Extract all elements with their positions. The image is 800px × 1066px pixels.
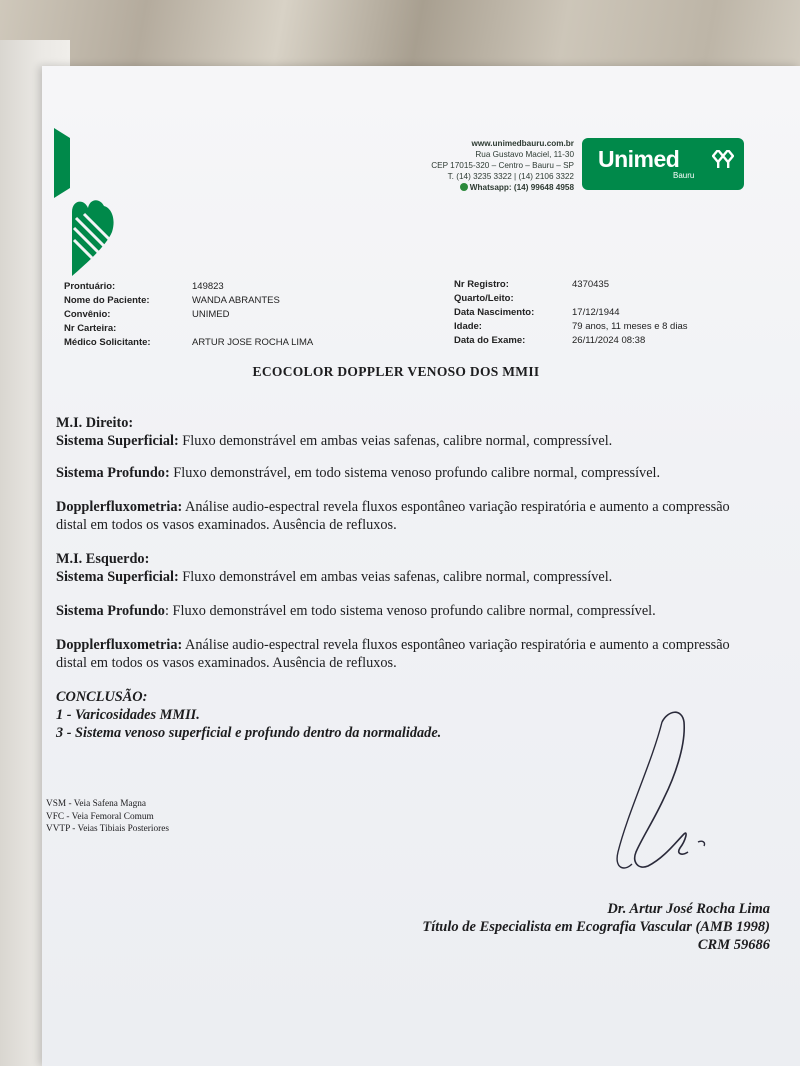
spacer	[56, 672, 736, 688]
info-value: UNIMED	[192, 309, 230, 320]
report-title: ECOCOLOR DOPPLER VENOSO DOS MMII	[252, 364, 540, 379]
section-text: Fluxo demonstrável em ambas veias safenas, calibre normal, compressível.	[178, 569, 613, 585]
abbreviations	[46, 798, 169, 836]
info-value: ARTUR JOSE ROCHA LIMA	[192, 337, 314, 348]
report-body	[56, 414, 736, 742]
whatsapp-icon	[460, 183, 468, 191]
section-label: Sistema Superficial:	[56, 569, 179, 585]
info-label: Idade:	[454, 321, 482, 332]
section-text: Fluxo demonstrável, em todo sistema venoso profundo calibre normal, compressível.	[169, 465, 661, 481]
info-label: Nr Registro:	[454, 279, 509, 290]
conclusion-heading: CONCLUSÃO:	[56, 689, 148, 705]
section-label: Sistema Profundo	[56, 603, 165, 619]
phones-text: T. (14) 3235 3322 | (14) 2106 3322	[447, 172, 574, 181]
conclusion-item: 1 - Varicosidades MMII.	[56, 707, 200, 723]
section-text: Análise audio-espectral revela fluxos espontâneo variação respiratória e aumento a compressão distal em todos os vasos examinados. Ausência de refluxos.	[56, 499, 730, 533]
right-doppler-paragraph	[56, 498, 736, 534]
spacer	[56, 620, 736, 636]
info-row	[454, 306, 687, 320]
info-label: Prontuário:	[64, 281, 116, 292]
info-label: Nome do Paciente:	[64, 295, 150, 306]
left-profundo-paragraph	[56, 602, 736, 620]
info-value: 17/12/1944	[572, 307, 620, 318]
abbreviation-item: VVTP - Veias Tibiais Posteriores	[46, 824, 169, 834]
report-page	[42, 66, 800, 1066]
clinic-emblem-icon	[54, 128, 116, 278]
doctor-crm: CRM 59686	[697, 937, 770, 953]
info-label: Data do Exame:	[454, 335, 526, 346]
info-value: WANDA ABRANTES	[192, 295, 280, 306]
patient-info-left	[64, 280, 313, 350]
left-doppler-paragraph	[56, 636, 736, 672]
whatsapp-text: Whatsapp: (14) 99648 4958	[469, 183, 574, 192]
info-row	[64, 308, 313, 322]
spacer	[56, 586, 736, 602]
info-row	[64, 322, 313, 336]
doctor-name: Dr. Artur José Rocha Lima	[607, 901, 770, 917]
info-label: Nr Carteira:	[64, 323, 117, 334]
whatsapp-line	[431, 182, 574, 193]
conclusion-item: 3 - Sistema venoso superficial e profundo dentro da normalidade.	[56, 725, 442, 741]
info-value: 4370435	[572, 279, 609, 290]
left-superficial-paragraph	[56, 568, 736, 586]
section-label: Dopplerfluxometria:	[56, 499, 183, 515]
info-value: 149823	[192, 281, 224, 292]
abbreviation-item: VSM - Veia Safena Magna	[46, 799, 147, 809]
doctor-signature-block	[422, 900, 770, 954]
section-label: Sistema Profundo:	[56, 465, 170, 481]
right-profundo-paragraph	[56, 464, 736, 482]
info-row	[64, 280, 313, 294]
right-superficial-paragraph	[56, 432, 736, 450]
spacer	[56, 482, 736, 498]
info-label: Data Nascimento:	[454, 307, 535, 318]
info-label: Quarto/Leito:	[454, 293, 514, 304]
patient-info-right	[454, 278, 687, 348]
info-row	[454, 292, 687, 306]
doctor-title: Título de Especialista em Ecografia Vascular (AMB 1998)	[422, 919, 770, 935]
unimed-tree-icon	[712, 150, 734, 168]
info-row	[64, 294, 313, 308]
info-label: Médico Solicitante:	[64, 337, 151, 348]
city-text: CEP 17015-320 – Centro – Bauru – SP	[431, 161, 574, 170]
section-text: Análise audio-espectral revela fluxos espontâneo variação respiratória e aumento a compressão distal em todos os vasos examinados. Ausência de refluxos.	[56, 637, 730, 671]
section-text: : Fluxo demonstrável em todo sistema venoso profundo calibre normal, compressível.	[164, 603, 656, 619]
info-value: 79 anos, 11 meses e 8 dias	[572, 321, 688, 332]
logo-city: Bauru	[673, 171, 695, 180]
logo-name: Unimed	[598, 146, 680, 172]
handwritten-signature	[602, 702, 762, 882]
section-label: Sistema Superficial:	[56, 433, 179, 449]
info-value: 26/11/2024 08:38	[572, 335, 646, 346]
info-label: Convênio:	[64, 309, 111, 320]
spacer	[56, 450, 736, 464]
info-row	[454, 320, 687, 334]
info-row	[454, 334, 687, 348]
left-leg-heading: M.I. Esquerdo:	[56, 551, 150, 567]
section-label: Dopplerfluxometria:	[56, 637, 183, 653]
info-row	[454, 278, 687, 292]
address-text: Rua Gustavo Maciel, 11-30	[475, 150, 574, 159]
abbreviation-item: VFC - Veia Femoral Comum	[46, 811, 154, 822]
contact-block	[431, 138, 574, 193]
spacer	[56, 534, 736, 550]
website-text: www.unimedbauru.com.br	[471, 139, 574, 148]
section-text: Fluxo demonstrável em ambas veias safenas, calibre normal, compressível.	[178, 433, 613, 449]
info-row	[64, 336, 313, 350]
right-leg-heading: M.I. Direito:	[56, 415, 134, 431]
unimed-logo	[582, 138, 744, 190]
